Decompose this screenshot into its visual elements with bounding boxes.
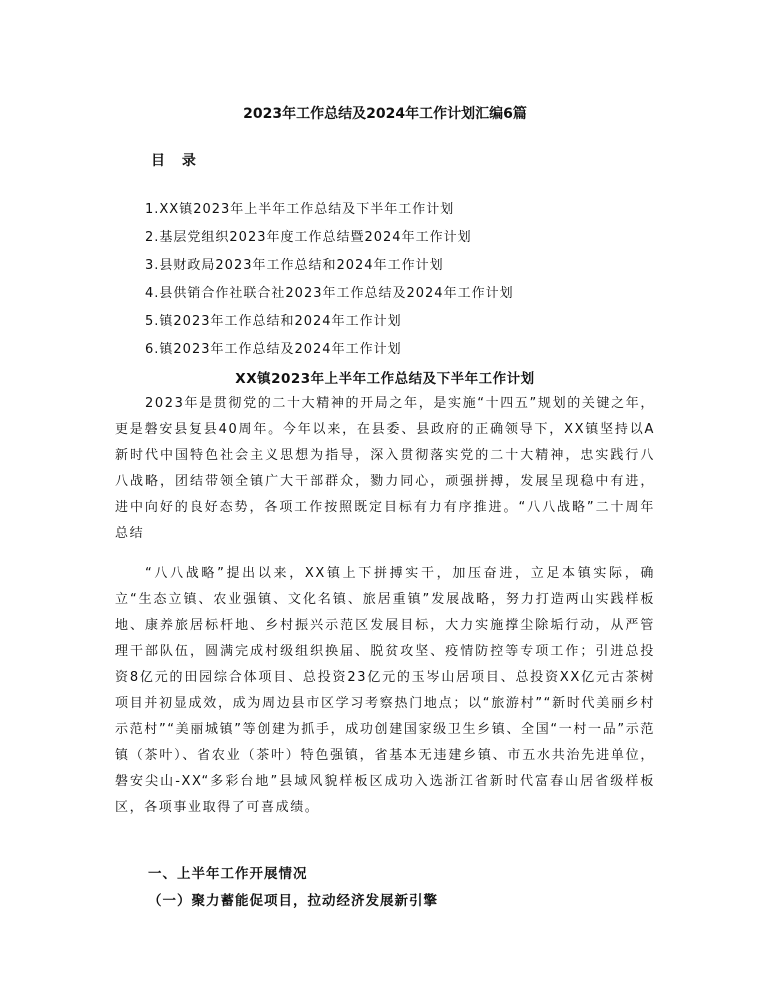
toc-item: 1.XX镇2023年上半年工作总结及下半年工作计划	[145, 202, 455, 217]
document-title: 2023年工作总结及2024年工作计划汇编6篇	[243, 106, 527, 122]
heading-level-1: 一、上半年工作开展情况	[148, 866, 308, 882]
paragraph: 2023年是贯彻党的二十大精神的开局之年，是实施“十四五”规划的关键之年，更是磐安县复县40周年。今年以来，在县委、县政府的正确领导下，XX镇坚持以A新时代中国特色社会主义思想为指导，深入贯彻落实党的二十大精神，忠实践行八八战略，团结带领全镇广大干部群众，勠力同心，顽强拼搏，发展呈现稳中有进，进中向好的良好态势，各项工作按照既定目标有力有序推进。“八八战略”二十周年总结	[115, 396, 655, 541]
table-of-contents	[145, 200, 514, 368]
toc-item: 2.基层党组织2023年度工作总结暨2024年工作计划	[145, 230, 472, 245]
toc-item: 6.镇2023年工作总结及2024年工作计划	[145, 342, 402, 357]
toc-item: 4.县供销合作社联合社2023年工作总结及2024年工作计划	[145, 286, 514, 301]
toc-item: 5.镇2023年工作总结和2024年工作计划	[145, 314, 402, 329]
toc-heading: 目 录	[151, 153, 202, 169]
section-title: XX镇2023年上半年工作总结及下半年工作计划	[235, 371, 535, 387]
toc-item: 3.县财政局2023年工作总结和2024年工作计划	[145, 258, 444, 273]
heading-level-2: （一）聚力蓄能促项目，拉动经济发展新引擎	[148, 893, 438, 909]
paragraph: “八八战略”提出以来，XX镇上下拼搏实干，加压奋进，立足本镇实际，确立“生态立镇、农业强镇、文化名镇、旅居重镇”发展战略，努力打造两山实践样板地、康养旅居标杆地、乡村振兴示范区发展目标，大力实施撑尘除垢行动，从严管理干部队伍，圆满完成村级组织换届、脱贫攻坚、疫情防控等专项工作；引进总投资8亿元的田园综合体项目、总投资23亿元的玉岑山居项目、总投资XX亿元古茶树项目并初显成效，成为周边县市区学习考察热门地点；以“旅游村”“新时代美丽乡村示范村”“美丽城镇”等创建为抓手，成功创建国家级卫生乡镇、全国“一村一品”示范镇（茶叶）、省农业（茶叶）特色强镇，省基本无违建乡镇、市五水共治先进单位，磐安尖山-XX“多彩台地”县域风貌样板区成功入选浙江省新时代富春山居省级样板区，各项事业取得了可喜成绩。	[115, 566, 655, 815]
